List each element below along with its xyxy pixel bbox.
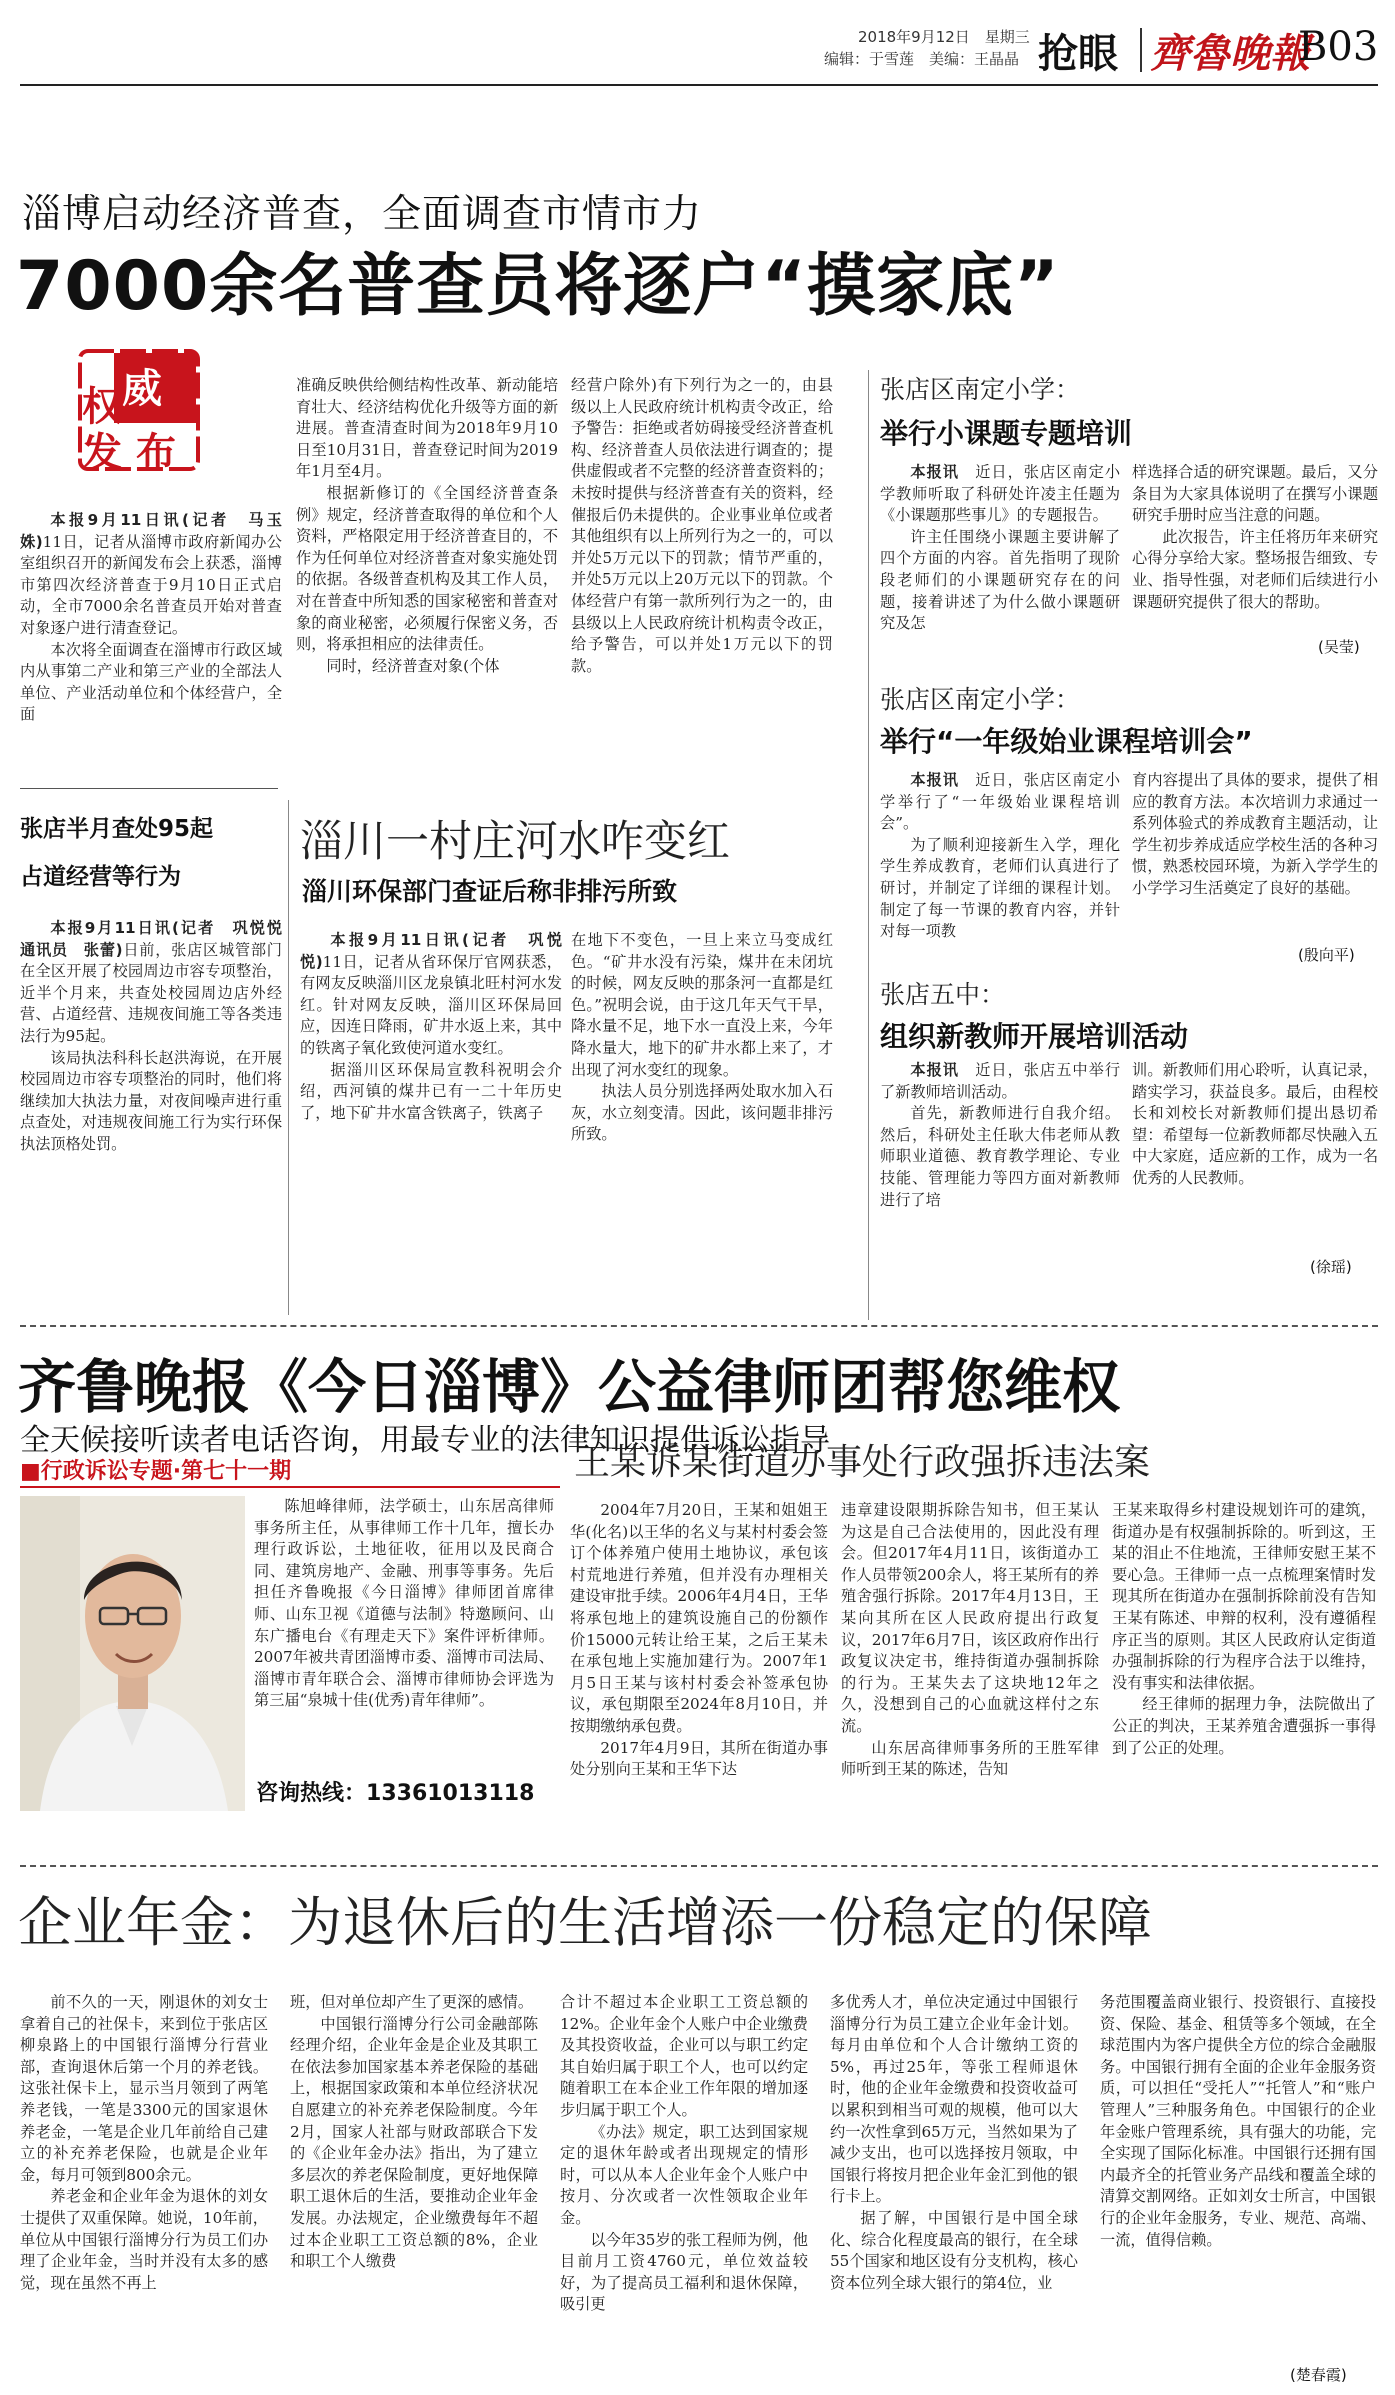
story1-paragraph: 准确反映供给侧结构性改革、新动能培育壮大、经济结构优化升级等方面的新进展。普查清查时间为2018年9月10日至10月31日，普查登记时间为2019年1月至4月。	[296, 376, 558, 481]
story6-paragraph: 中国银行淄博分行公司金融部陈经理介绍，企业年金是企业及其职工在依法参加国家基本养老保险的基础上，根据国家政策和本单位经济状况自愿建立的补充养老保险制度。今年2月，国家人社部与财政部联合下发的《企业年金办法》指出，为了建立多层次的养老保险制度，更好地保障职工退休后的生活，要推动企业年金发展。办法规定，企业缴费每年不超过本企业职工工资总额的8%，企业和职工个人缴费	[290, 2014, 538, 2271]
case-column-1	[570, 1500, 828, 1781]
stamp-char-3: 发	[82, 430, 122, 476]
story2-paragraph: 该局执法科科长赵洪海说，在开展校园周边市容专项整治的同时，他们将继续加大执法力量，对夜间噪声进行重点查处，对违规夜间施工行为实行环保执法顶格处罚。	[20, 1048, 282, 1153]
story6-paragraph: 以今年35岁的张工程师为例，他目前月工资4760元，单位效益较好，为了提高员工福利和退休保障，吸引更	[560, 2230, 808, 2314]
story1-paragraph: 根据新修订的《全国经济普查条例》规定，经济普查取得的单位和个人资料，严格限定用于经济普查目的，不作为任何单位对经济普查对象实施处罚的依据。各级普查机构及其工作人员，对在普查中所知悉的国家秘密和普查对象的商业秘密，必须履行保密义务，否则，将承担相应的法律责任。	[296, 483, 558, 654]
brief2-kicker: 张店区南定小学：	[880, 685, 1081, 714]
story3-column-2	[571, 930, 833, 1146]
brief3-lead-text: 近日，张店五中举行了新教师培训活动。	[880, 1061, 1121, 1101]
story2-byline: 本报9月11日讯(记者 巩悦悦 通讯员 张蕾)	[20, 919, 298, 959]
story1-column-2	[296, 375, 558, 677]
story2-lead-text: 日前，张店区城管部门在全区开展了校园周边市容专项整治，近半个月来，共查处校园周边店外经营、占道经营、违规夜间施工等各类违法行为95起。	[20, 940, 282, 1045]
story6-headline: 企业年金：为退休后的生活增添一份稳定的保障	[18, 1891, 1152, 1954]
case-paragraph: 违章建设限期拆除告知书，但王某认为这是自己合法使用的，因此没有理会。但2017年4月11日，该街道办工作人员带领200余人，将王某所有的养殖舍强行拆除。2017年4月13日，王某向其所在区人民政府提出行政复议，2017年6月7日，该区政府作出行政复议决定书，维持街道办强制拆除的行为。王某失去了这块地12年之久，没想到自己的心血就这样付之东流。	[841, 1501, 1099, 1735]
story3-lead-text: 11日，记者从省环保厅官网获悉，有网友反映淄川区龙泉镇北旺村河水发红。针对网友反映，淄川区环保局回应，因连日降雨，矿井水返上来，其中的铁离子氧化致使河道水变红。	[300, 952, 562, 1057]
brief3-paragraph: 首先，新教师进行自我介绍。然后，科研处主任耿大伟老师从教师职业道德、教育教学理论、专业技能、管理能力等四方面对新教师进行了培	[880, 1104, 1120, 1209]
case-paragraph: 经王律师的据理力争，法院做出了公正的判决，王某养殖舍遭强拆一事得到了公正的处理。	[1112, 1695, 1376, 1757]
story6-column-4	[830, 1992, 1078, 2294]
brief3-headline: 组织新教师开展培训活动	[880, 1020, 1189, 1053]
brief1-kicker: 张店区南定小学：	[880, 375, 1081, 404]
section-name: 抢眼	[1038, 31, 1118, 77]
story1-paragraph: 同时，经济普查对象(个体	[326, 656, 500, 675]
brief1-headline: 举行小课题专题培训	[880, 417, 1133, 450]
authority-stamp	[74, 345, 204, 475]
story1-kicker: 淄博启动经济普查，全面调查市情市力	[22, 192, 703, 237]
story3-subhead: 淄川环保部门查证后称非排污所致	[302, 877, 678, 906]
hotline	[256, 1776, 534, 1807]
story6-paragraph: 前不久的一天，刚退休的刘女士拿着自己的社保卡，来到位于张店区柳泉路上的中国银行淄博分行营业部，查询退休后第一个月的养老钱。这张社保卡上，显示当月领到了两笔养老钱，一笔是3300元的国家退休养老金，一笔是企业几年前给自己建立的补充养老保险，也就是企业年金，每月可领到800余元。	[20, 1993, 268, 2184]
brief1-paragraph: 许主任围绕小课题主要讲解了四个方面的内容。首先指明了现阶段老师们的小课题研究存在的问题，接着讲述了为什么做小课题研究及怎	[880, 527, 1120, 633]
story6-column-1	[20, 1992, 268, 2294]
brief3-signature: (徐瑶)	[1310, 1258, 1352, 1276]
story3-column-1	[300, 930, 562, 1124]
header-rule	[20, 84, 1378, 86]
story6-paragraph: 据了解，中国银行是中国全球化、综合化程度最高的银行，在全球55个国家和地区设有分支机构，核心资本位列全球大银行的第4位，业	[830, 2208, 1078, 2292]
column-tag: ■行政诉讼专题·第七十一期	[20, 1459, 292, 1484]
brief2-signature: (殷向平)	[1298, 946, 1355, 964]
stamp-char-2: 权	[82, 384, 122, 430]
story2-headline-2: 占道经营等行为	[20, 864, 181, 890]
lawyer-portrait-graphic	[20, 1496, 245, 1811]
stamp-char-1: 威	[122, 366, 162, 412]
section-divider-1	[20, 1325, 1378, 1327]
story6-paragraph: 合计不超过本企业职工工资总额的12%。企业年金个人账户中企业缴费及其投资收益，企业可以与职工约定其自始归属于职工个人，也可以约定随着职工在本企业工作年限的增加逐步归属于职工个人。	[560, 1993, 808, 2119]
case-title: 王某诉某街道办事处行政强拆违法案	[574, 1442, 1151, 1483]
story6-paragraph: 班，但对单位却产生了更深的感情。	[290, 1993, 533, 2011]
brief1-signature: (吴莹)	[1318, 638, 1360, 656]
section-divider	[1140, 28, 1142, 72]
brief1-column-2	[1132, 462, 1378, 613]
story1-paragraph: 本次将全面调查在淄博市行政区域内从事第二产业和第三产业的全部法人单位、产业活动单位和个体经营户，全面	[20, 640, 282, 724]
story6-signature: (楚春霞)	[1290, 2366, 1347, 2384]
case-paragraph: 王某来取得乡村建设规划许可的建筑，街道办是有权强制拆除的。听到这，王某的泪止不住地流，王律师安慰王某不要心急。王律师一点一点梳理案情时发现其所在街道办在强制拆除前没有告知王某有陈述、申辩的权利，没有遵循程序正当的原则。其区人民政府认定街道办强制拆除的行为程序合法于以维持，没有事实和法律依据。	[1112, 1501, 1376, 1692]
hotline-label: 咨询热线：	[256, 1781, 367, 1806]
section-divider-2	[20, 1865, 1378, 1867]
brief2-headline: 举行“一年级始业课程培训会”	[880, 725, 1253, 758]
story1-headline: 7000余名普查员将逐户“摸家底”	[16, 247, 1060, 326]
brief1-column-1	[880, 462, 1120, 635]
brief1-paragraph: 此次报告，许主任将历年来研究心得分享给大家。整场报告细致、专业、指导性强，对老师们后续进行小课题研究提供了很大的帮助。	[1132, 527, 1378, 611]
story6-paragraph: 务范围覆盖商业银行、投资银行、直接投资、保险、基金、租赁等多个领域，在全球范围内为客户提供全方位的综合金融服务。中国银行拥有全面的企业年金服务资质，可以担任“受托人”“托管人”和“账户管理人”三种服务角色。中国银行的企业年金账户管理系统，具有强大的功能，完全实现了国际化标准。中国银行还拥有国内最齐全的托管业务产品线和覆盖全球的清算交割网络。正如刘女士所言，中国银行的企业年金服务，专业、规范、高端、一流，值得信赖。	[1100, 1993, 1376, 2249]
story1-byline: 本报9月11日讯(记者 马玉姝)	[20, 511, 282, 551]
story6-column-5	[1100, 1992, 1376, 2251]
case-paragraph: 2004年7月20日，王某和姐姐王华(化名)以王华的名义与某村村委会签订个体养殖户使用土地协议，承包该村荒地进行养殖，但并没有办理相关建设审批手续。2006年4月4日，王华将承包地上的建筑设施自己的份额作价15000元转让给王某，之后王某未在承包地上实施加建行为。2007年1月5日王某与该村村委会补签承包协议，承包期限至2024年8月10日，并按期缴纳承包费。	[570, 1501, 828, 1735]
brief2-byline: 本报讯	[910, 771, 959, 789]
story3-byline: 本报9月11日讯(记者 巩悦悦)	[300, 931, 562, 971]
story6-column-3	[560, 1992, 808, 2316]
paper-logo: 齊魯晚報	[1150, 30, 1310, 77]
editor-credit: 编辑：于雪莲 美编：王晶晶	[824, 50, 1020, 68]
brief2-column-2	[1132, 770, 1378, 900]
brief1-byline: 本报讯	[910, 463, 959, 481]
brief2-paragraph: 为了顺利迎接新生入学，理化学生养成教育，老师们认真进行了研讨，并制定了详细的课程计划。制定了每一节课的教育内容，并针对每一项教	[880, 835, 1120, 941]
case-column-3	[1112, 1500, 1376, 1759]
brief2-column-1	[880, 770, 1120, 943]
brief3-kicker: 张店五中：	[880, 980, 1006, 1009]
column-rule	[288, 800, 289, 1315]
story3-paragraph: 据淄川区环保局宣教科祝明会介绍，西河镇的煤井已有一二十年历史了，地下矿井水富含铁离子，铁离子	[300, 1060, 562, 1122]
page-number: B03	[1298, 24, 1379, 70]
brief3-column-1	[880, 1060, 1120, 1211]
case-paragraph: 2017年4月9日，其所在街道办事处分别向王某和王华下达	[570, 1738, 828, 1779]
masthead	[0, 0, 1395, 80]
story6-paragraph: 《办法》规定，职工达到国家规定的退休年龄或者出现规定的情形时，可以从本人企业年金个人账户中按月、分次或者一次性领取企业年金。	[560, 2122, 808, 2227]
column-tag-rule	[20, 1486, 560, 1488]
brief1-lead-text: 近日，张店区南定小学教师听取了科研处许凌主任题为《小课题那些事儿》的专题报告。	[880, 463, 1121, 525]
story1-paragraph: 经营户除外)有下列行为之一的，由县级以上人民政府统计机构责令改正，给予警告：拒绝或者妨碍接受经济普查机构、经济普查人员依法进行调查的；提供虚假或者不完整的经济普查资料的；未按时提供与经济普查有关的资料，经催报后仍未提供的。企业事业单位或者其他组织有以上所列行为之一的，可以并处5万元以下的罚款；情节严重的，并处5万元以上20万元以下的罚款。个体经营户有第一款所列行为之一的，由县级以上人民政府统计机构责令改正，给予警告，可以并处1万元以下的罚款。	[571, 376, 833, 675]
brief3-byline: 本报讯	[910, 1061, 959, 1079]
column-rule	[868, 370, 869, 1320]
issue-date: 2018年9月12日 星期三	[858, 28, 1030, 46]
story6-paragraph: 多优秀人才，单位决定通过中国银行淄博分行为员工建立企业年金计划。每月由单位和个人合计缴纳工资的5%，再过25年，等张工程师退休时，他的企业年金缴费和投资收益可以累积到相当可观的规模，他可以大约一次性拿到65万元，当然如果为了减少支出，也可以选择按月领取，中国银行将按月把企业年金汇到他的银行卡上。	[830, 1993, 1078, 2206]
case-column-2	[841, 1500, 1099, 1781]
story1-lead-text: 11日，记者从淄博市政府新闻办公室组织召开的新闻发布会上获悉，淄博市第四次经济普查于9月10日正式启动，全市7000余名普查员开始对普查对象逐户进行清查登记。	[20, 532, 282, 637]
brief2-paragraph: 育内容提出了具体的要求，提供了相应的教育方法。本次培训力求通过一系列体验式的养成教育主题活动，让学生初步养成适应学校生活的各种习惯，熟悉校园环境，为新入学学生的小学学习生活奠定了良好的基础。	[1132, 771, 1378, 897]
brief2-lead-text: 近日，张店区南定小学举行了“一年级始业课程培训会”。	[880, 771, 1121, 833]
brief3-paragraph: 训。新教师们用心聆听，认真记录，踏实学习，获益良多。最后，由程校长和刘校长对新教师们提出恳切希望：希望每一位新教师都尽快融入五中大家庭，适应新的工作，成为一名优秀的人民教师。	[1132, 1061, 1378, 1187]
story6-column-2	[290, 1992, 538, 2273]
story3-paragraph: 执法人员分别选择两处取水加入石灰，水立刻变清。因此，该问题非排污所致。	[571, 1082, 833, 1144]
brief3-column-2	[1132, 1060, 1378, 1190]
lawyer-profile-text: 陈旭峰律师，法学硕士，山东居高律师事务所主任，从事律师工作十几年，擅长办理行政诉讼，土地征收，征用以及民商合同、建筑房地产、金融、刑事等事务。先后担任齐鲁晚报《今日淄博》律师团首席律师、山东卫视《道德与法制》特邀顾问、山东广播电台《有理走天下》案件评析律师。2007年被共青团淄博市委、淄博市司法局、淄博市青年联合会、淄博市律师协会评选为第三届“泉城十佳(优秀)青年律师”。	[254, 1497, 554, 1710]
story5-subhead: 全天候接听读者电话咨询，用最专业的法律知识提供诉讼指导	[20, 1423, 830, 1458]
story6-paragraph: 养老金和企业年金为退休的刘女士提供了双重保障。她说，10年前，单位从中国银行淄博分行为员工们办理了企业年金，当时并没有太多的感觉，现在虽然不再上	[20, 2187, 268, 2292]
case-paragraph: 山东居高律师事务所的王胜军律师听到王某的陈述，告知	[841, 1738, 1099, 1779]
story5-headline: 齐鲁晚报《今日淄博》公益律师团帮您维权	[18, 1353, 1121, 1421]
brief1-paragraph: 样选择合适的研究课题。最后，又分条目为大家具体说明了在撰写小课题研究手册时应当注意的问题。	[1132, 463, 1378, 525]
section-rule	[20, 788, 278, 789]
hotline-number: 13361013118	[366, 1781, 535, 1806]
story3-paragraph: 在地下不变色，一旦上来立马变成红色。“矿井水没有污染，煤井在未闭坑的时候，网友反映的那条河一直都是红色。”祝明会说，由于这几年天气干旱，降水量不足，地下水一直没上来，今年降水量大，地下的矿井水都上来了，才出现了河水变红的现象。	[571, 931, 833, 1079]
story3-headline: 淄川一村庄河水咋变红	[300, 817, 730, 867]
story2-headline-1: 张店半月查处95起	[20, 816, 214, 842]
story2-body	[20, 918, 298, 1156]
lawyer-photo	[20, 1496, 245, 1811]
stamp-char-4: 布	[136, 430, 176, 476]
lawyer-profile	[254, 1496, 554, 1712]
story1-column-1	[20, 510, 282, 726]
story1-column-3	[571, 375, 833, 677]
